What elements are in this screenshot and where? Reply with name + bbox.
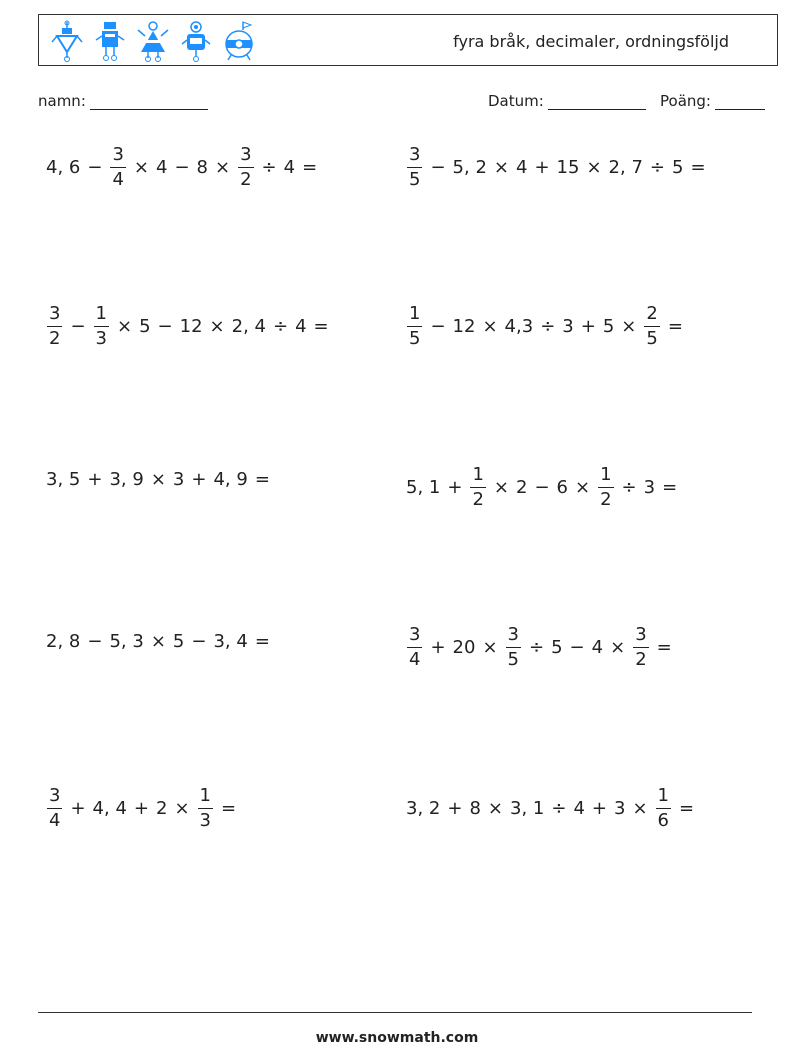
operator: × <box>621 316 637 337</box>
operator: − <box>534 477 550 498</box>
robot-1-icon <box>49 20 85 62</box>
date-field <box>488 92 646 110</box>
footer-divider <box>38 1012 752 1013</box>
numerator: 1 <box>470 466 485 488</box>
operator: = <box>254 631 270 652</box>
number: 5 <box>139 316 151 337</box>
number: 12 <box>179 316 203 337</box>
number: 4 <box>283 157 296 178</box>
fraction <box>47 787 62 830</box>
operator: − <box>70 316 86 337</box>
operator: ÷ <box>273 316 289 337</box>
operator: + <box>70 798 86 819</box>
numerator: 1 <box>656 787 671 809</box>
operator: × <box>610 637 626 658</box>
numerator: 3 <box>110 146 125 168</box>
operator: = <box>690 157 706 178</box>
operator: × <box>174 798 190 819</box>
operator: − <box>430 157 446 178</box>
operator: + <box>447 477 463 498</box>
problem-7 <box>44 631 275 652</box>
number: 4, 6 <box>46 157 81 178</box>
operator: ÷ <box>649 157 665 178</box>
denominator: 2 <box>600 489 612 510</box>
denominator: 5 <box>507 649 519 670</box>
denominator: 4 <box>112 169 124 190</box>
denominator: 2 <box>240 169 252 190</box>
operator: = <box>679 798 695 819</box>
operator: − <box>87 631 103 652</box>
fraction <box>470 466 485 509</box>
denominator: 2 <box>49 328 61 349</box>
footer-url: www.snowmath.com <box>315 1030 479 1046</box>
denominator: 5 <box>409 328 421 349</box>
number: 5, 1 <box>406 477 441 498</box>
operator: × <box>133 157 149 178</box>
number: 2 <box>516 477 528 498</box>
operator: ÷ <box>621 477 637 498</box>
operator: × <box>150 631 166 652</box>
fraction <box>656 787 671 830</box>
number: 2, 4 <box>231 316 266 337</box>
denominator: 2 <box>472 489 484 510</box>
number: 4 <box>591 637 604 658</box>
operator: × <box>586 157 602 178</box>
robot-3-icon <box>135 20 171 62</box>
number: 15 <box>556 157 580 178</box>
number: 3 <box>562 316 574 337</box>
problem-8 <box>404 626 677 669</box>
number: 2, 7 <box>608 157 643 178</box>
operator: × <box>493 157 509 178</box>
fraction <box>598 466 613 509</box>
operator: × <box>487 798 503 819</box>
operator: − <box>569 637 585 658</box>
number: 5, 3 <box>109 631 144 652</box>
operator: × <box>150 469 166 490</box>
denominator: 3 <box>95 328 107 349</box>
number: 2, 8 <box>46 631 81 652</box>
problem-2 <box>404 146 711 189</box>
fraction <box>47 305 62 348</box>
number: 3 <box>643 477 656 498</box>
numerator: 1 <box>198 787 213 809</box>
denominator: 4 <box>49 810 61 831</box>
score-input-line[interactable] <box>715 93 765 110</box>
date-label: Datum: <box>488 92 544 110</box>
numerator: 3 <box>633 626 648 648</box>
number: 8 <box>469 798 481 819</box>
denominator: 2 <box>635 649 647 670</box>
denominator: 3 <box>199 810 211 831</box>
operator: − <box>174 157 190 178</box>
numerator: 3 <box>238 146 253 168</box>
number: 3, 4 <box>213 631 248 652</box>
operator: − <box>191 631 207 652</box>
number: 5 <box>172 631 185 652</box>
operator: + <box>133 798 149 819</box>
numerator: 1 <box>598 466 613 488</box>
score-label: Poäng: <box>660 92 711 110</box>
number: 3, 2 <box>406 798 441 819</box>
numerator: 3 <box>506 626 521 648</box>
operator: + <box>87 469 103 490</box>
operator: × <box>482 637 498 658</box>
worksheet-title: fyra bråk, decimaler, ordningsföljd <box>453 32 729 51</box>
operator: × <box>493 477 509 498</box>
number: 3, 5 <box>46 469 81 490</box>
problem-10 <box>404 787 699 830</box>
operator: × <box>575 477 591 498</box>
fraction <box>407 626 422 669</box>
numerator: 3 <box>47 305 62 327</box>
numerator: 3 <box>47 787 62 809</box>
operator: + <box>447 798 463 819</box>
problem-9 <box>44 787 241 830</box>
denominator: 6 <box>657 810 669 831</box>
name-label: namn: <box>38 92 86 110</box>
fraction <box>407 146 422 189</box>
operator: = <box>221 798 237 819</box>
problem-1 <box>44 146 322 189</box>
robot-icons <box>49 20 257 62</box>
name-input-line[interactable] <box>90 93 208 110</box>
operator: + <box>191 469 207 490</box>
denominator: 4 <box>409 649 421 670</box>
number: 20 <box>452 637 476 658</box>
operator: + <box>580 316 596 337</box>
operator: = <box>313 316 329 337</box>
fraction <box>198 787 213 830</box>
number: 5 <box>672 157 684 178</box>
robot-5-icon <box>221 20 257 62</box>
operator: − <box>157 316 173 337</box>
numerator: 3 <box>407 626 422 648</box>
operator: × <box>117 316 133 337</box>
problem-6 <box>404 466 682 509</box>
operator: × <box>215 157 231 178</box>
operator: ÷ <box>551 798 567 819</box>
fraction <box>407 305 422 348</box>
robot-2-icon <box>92 20 128 62</box>
fraction <box>506 626 521 669</box>
number: 3 <box>172 469 185 490</box>
number: 2 <box>156 798 168 819</box>
score-field <box>660 92 765 110</box>
operator: − <box>430 316 446 337</box>
fraction <box>94 305 109 348</box>
fraction <box>633 626 648 669</box>
problem-5 <box>44 469 275 490</box>
operator: + <box>534 157 550 178</box>
numerator: 2 <box>644 305 659 327</box>
fraction <box>644 305 659 348</box>
robot-4-icon <box>178 20 214 62</box>
operator: × <box>482 316 498 337</box>
operator: ÷ <box>540 316 556 337</box>
number: 5, 2 <box>452 157 487 178</box>
number: 4, 4 <box>92 798 127 819</box>
operator: = <box>667 316 683 337</box>
number: 12 <box>452 316 476 337</box>
numerator: 1 <box>407 305 422 327</box>
number: 3, 1 <box>510 798 545 819</box>
fraction <box>238 146 253 189</box>
number: 4 <box>516 157 528 178</box>
date-input-line[interactable] <box>548 93 646 110</box>
problem-4 <box>404 305 688 348</box>
denominator: 5 <box>409 169 421 190</box>
numerator: 1 <box>94 305 109 327</box>
denominator: 5 <box>646 328 658 349</box>
worksheet-header <box>38 14 778 66</box>
operator: ÷ <box>261 157 277 178</box>
number: 3, 9 <box>109 469 144 490</box>
numerator: 3 <box>407 146 422 168</box>
number: 3 <box>614 798 626 819</box>
operator: ÷ <box>529 637 545 658</box>
name-field <box>38 92 208 110</box>
operator: − <box>87 157 103 178</box>
number: 4 <box>156 157 168 178</box>
number: 4, 9 <box>213 469 248 490</box>
operator: + <box>591 798 607 819</box>
problem-3 <box>44 305 334 348</box>
number: 4 <box>573 798 585 819</box>
number: 4,3 <box>504 316 534 337</box>
number: 6 <box>556 477 568 498</box>
fraction <box>110 146 125 189</box>
operator: = <box>254 469 270 490</box>
number: 5 <box>551 637 563 658</box>
number: 5 <box>602 316 615 337</box>
operator: × <box>209 316 225 337</box>
operator: = <box>302 157 318 178</box>
operator: + <box>430 637 446 658</box>
operator: × <box>632 798 648 819</box>
operator: = <box>662 477 678 498</box>
operator: = <box>656 637 672 658</box>
number: 8 <box>196 157 208 178</box>
number: 4 <box>295 316 307 337</box>
